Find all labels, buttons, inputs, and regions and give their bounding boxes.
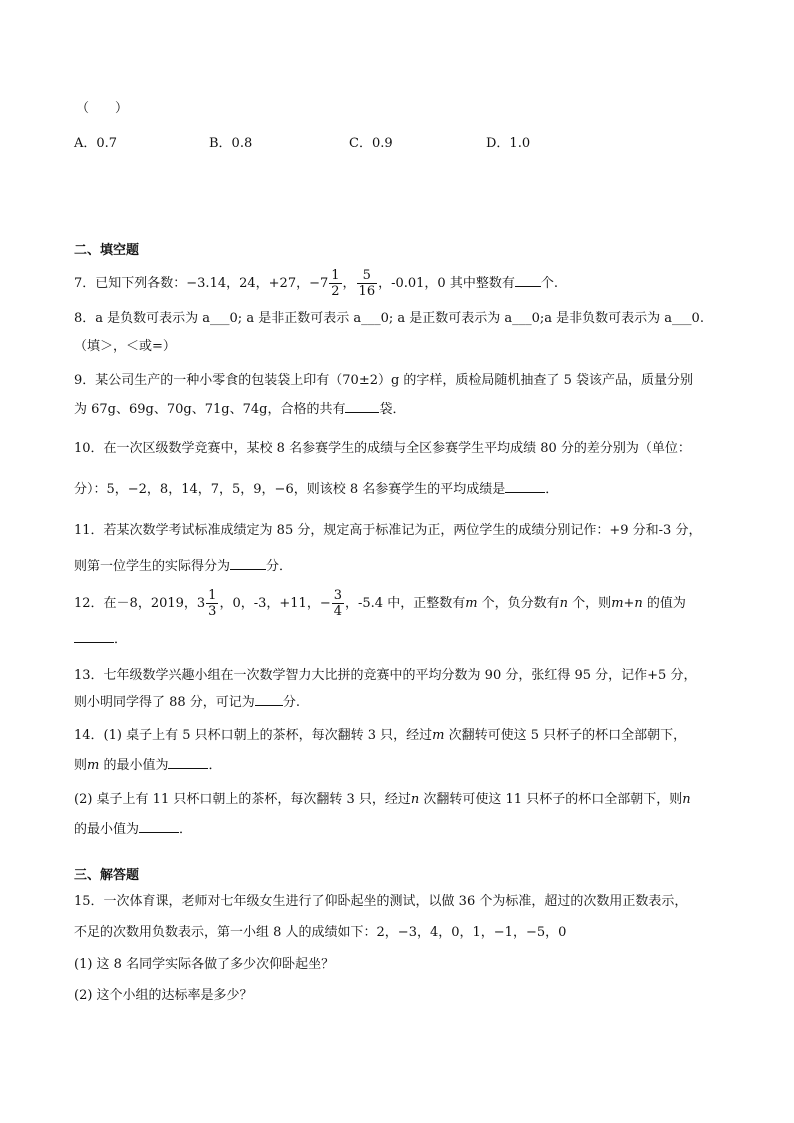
option-d: D．1.0: [486, 136, 531, 151]
answer-blank: [505, 480, 545, 493]
section-heading-fill-in: 二、填空题: [74, 243, 140, 258]
question-8-line-1: 8．a 是负数可表示为 a___0; a 是非正数可表示 a___0; a 是正数可表示为 a___0;a 是非负数可表示为 a___0.: [74, 311, 704, 326]
answer-blank: [230, 557, 266, 570]
question-11-line-2: 则第一位学生的实际得分为 分．: [74, 559, 293, 574]
answer-blank: [74, 630, 114, 643]
fraction-one-half: $\frac{1}{2}$: [331, 268, 340, 299]
question-14-line-4: 的最小值为 ．: [74, 822, 193, 837]
question-12: 12．在－8，2019，3 $\frac{1}{3}$ ，0，-3，+11，− $\frac{3}{4}$ ，-5.4 中，正整数有m 个，负分数有n 个，则m+n 的值为: [74, 588, 686, 619]
question-10-line-2: 分）：5，−2，8，14，7，5，9，−6，则该校 8 名参赛学生的平均成绩是 ．: [74, 482, 559, 497]
question-9-line-1: 9．某公司生产的一种小零食的包装袋上印有（70±2）g 的字样，质检局随机抽查了 5 袋该产品，质量分别: [74, 373, 693, 388]
question-13-line-2: 则小明同学得了 88 分，可记为 分.: [74, 695, 300, 710]
answer-blank: [255, 693, 283, 706]
question-paren: （ ）: [76, 101, 129, 116]
question-9-line-2: 为 67g、69g、70g、71g、74g，合格的共有 袋．: [74, 402, 406, 417]
fraction-five-sixteenths: $\frac{5}{16}$: [358, 268, 376, 299]
question-14-line-2: 则m 的最小值为 ．: [74, 758, 222, 773]
answer-blank: [168, 756, 208, 769]
answer-blank: [139, 820, 179, 833]
question-11-line-1: 11．若某次数学考试标准成绩定为 85 分，规定高于标准记为正，两位学生的成绩分别记作：+9 分和-3 分，: [74, 523, 702, 538]
option-b: B．0.8: [209, 136, 253, 151]
fraction-three-quarters: $\frac{3}{4}$: [333, 588, 342, 619]
question-10-line-1: 10．在一次区级数学竞赛中，某校 8 名参赛学生的成绩与全区参赛学生平均成绩 80 分的差分别为（单位：: [74, 441, 691, 456]
answer-blank: [515, 274, 541, 287]
section-heading-answer: 三、解答题: [74, 868, 140, 883]
question-14-line-3: (2) 桌子上有 11 只杯口朝上的茶杯，每次翻转 3 只，经过n 次翻转可使这 11 只杯子的杯口全部朝下，则n: [74, 792, 691, 807]
question-15-part-2: (2) 这个小组的达标率是多少？: [74, 988, 253, 1003]
fraction-one-third: $\frac{1}{3}$: [208, 588, 217, 619]
question-13-line-1: 13．七年级数学兴趣小组在一次数学智力大比拼的竞赛中的平均分数为 90 分，张红得 95 分，记作+5 分，: [74, 668, 697, 683]
option-c: C．0.9: [349, 136, 393, 151]
question-15-line-2: 不足的次数用负数表示，第一小组 8 人的成绩如下：2，−3，4，0，1，−1，−5，0: [74, 925, 567, 940]
question-7: 7．已知下列各数：−3.14，24，+27，−7 $\frac{1}{2}$ ， $\frac{5}{16}$ ，-0.01，0 其中整数有 个.: [74, 268, 558, 299]
option-a: A．0.7: [74, 136, 118, 151]
answer-blank: [345, 400, 379, 413]
question-8-line-2: （填＞，＜或=）: [74, 339, 176, 354]
question-15-line-1: 15．一次体育课，老师对七年级女生进行了仰卧起坐的测试，以做 36 个为标准，超过的次数用正数表示，: [74, 894, 688, 909]
question-14-line-1: 14．(1) 桌子上有 5 只杯口朝上的茶杯，每次翻转 3 只，经过m 次翻转可使这 5 只杯子的杯口全部朝下，: [74, 728, 687, 743]
question-12-line-2: ．: [74, 630, 127, 650]
question-15-part-1: (1) 这 8 名同学实际各做了多少次仰卧起坐？: [74, 957, 335, 972]
